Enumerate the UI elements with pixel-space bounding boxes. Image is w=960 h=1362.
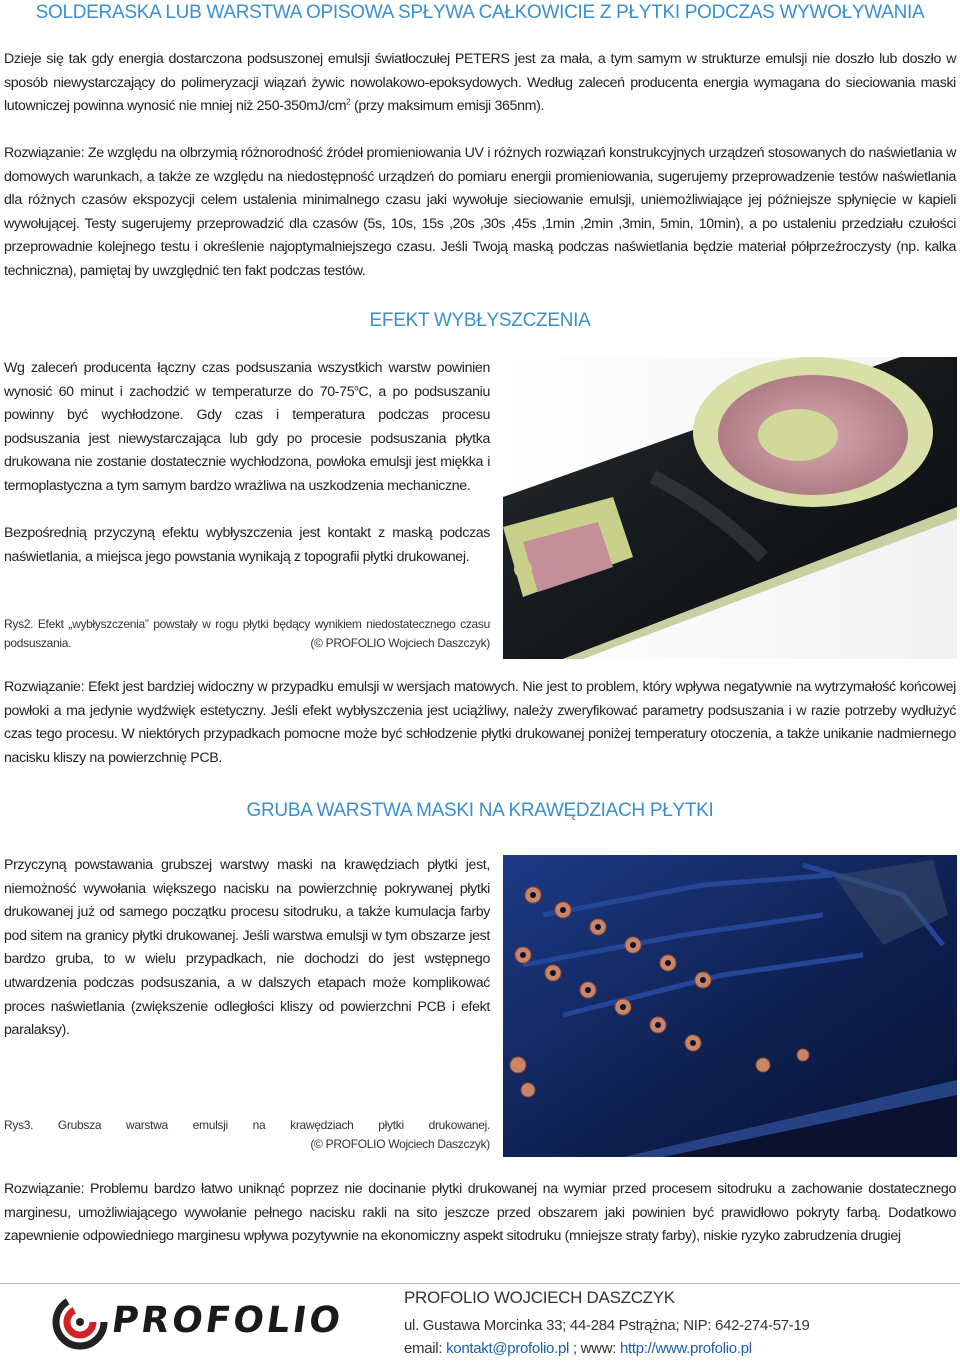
footer-company: PROFOLIO WOJCIECH DASZCZYK: [404, 1288, 675, 1307]
figure-caption-2: [4, 615, 490, 653]
www-label: ; www:: [569, 1340, 620, 1357]
paragraph-text: Wg zaleceń producenta łączny czas podsuszania wszystkich warstw powinien wynosić 60 minut i zachodzić w temperaturze do 70-75: [4, 360, 490, 400]
paragraph-text: (przy maksimum emisji 365nm).: [350, 98, 545, 115]
caption-text: Rys2. Efekt „wybłyszczenia” powstały w rogu płytki będący wynikiem niedostatecznego czasu podsuszania.: [4, 617, 490, 650]
email-label: email:: [404, 1340, 447, 1357]
caption-text: Rys3. Grubsza warstwa emulsji na krawędziach płytki drukowanej.: [4, 1118, 490, 1132]
solution-text: Efekt jest bardziej widoczny w przypadku emulsji w wersjach matowych. Nie jest to problem, który wpływa negatywnie na wytrzymałość końcowej powłoki a ma jedynie wydźwięk estetyczny. Jeśli efekt wybłyszczenia jest uciążliwy, należy zweryfikować parametry podsuszania i w razie potrzeby wydłużyć czas tego procesu. W niektórych przypadkach pomocne może być schłodzenie płytki drukowanej poniżej temperatury otoczenia, a także unikanie nadmiernego nacisku kliszy na powierzchnię PCB.: [4, 679, 956, 766]
section-title-thick-edge: GRUBA WARSTWA MASKI NA KRAWĘDZIACH PŁYTKI: [246, 800, 714, 821]
paragraph-cause-2: [4, 357, 490, 499]
paragraph-solution-1: [4, 142, 956, 284]
paragraph-direct-cause: Bezpośrednią przyczyną efektu wybłyszczenia jest kontakt z maską podczas naświetlania, a miejsca jego powstania wynikają z topografii płytki drukowanej.: [4, 525, 490, 565]
pcb-gloss-photo: [503, 357, 957, 659]
paragraph-solution-3: [4, 1178, 956, 1249]
photo-credit-3: (© PROFOLIO Wojciech Daszczyk): [310, 1137, 490, 1151]
solution-text: Ze względu na olbrzymią różnorodność źródeł promieniowania UV i różnych rozwiązań konstrukcyjnych urządzeń stosowanych do naświetlania w domowych warunkach, a także ze względu na niedostępność urządzeń do pomiaru energii promieniowania, sugerujemy przeprowadzenie testów naświetlania dla różnych czasów ekspozycji celem ustalenia minimalnego czasu jaki wywołuje sieciowanie emulsji, uniemożliwiające jej późniejsze spłynięcie w kapieli wywołującej. Testy sugerujemy przeprowadzić dla czasów (5s, 10s, 15s ,20s ,30s ,45s ,1min ,2min ,3min, 5min, 10min), a po ustaleniu przedziału czułości przeprowadnie kolejnego testu i określenie najoptymalniejszego czasu. Jeśli Twoją maską podczas naświetlania będzie materiał półprzeźroczysty (np. kalka techniczna), pamiętaj by uwzględnić ten fakt podczas testów.: [4, 145, 956, 279]
photo-credit: (© PROFOLIO Wojciech Daszczyk): [310, 636, 490, 650]
website-link[interactable]: http://www.profolio.pl: [619, 1340, 752, 1357]
logo-wordmark: PROFOLIO: [109, 1300, 346, 1341]
pcb-thick-edge-photo: [503, 855, 957, 1157]
paragraph-text: Dzieje się tak gdy energia dostarczona podsuszonej emulsji światłoczułej PETERS jest za mała, a tym samym w strukturze emulsji nie doszło lub doszło w sposób niewystarczający do polimeryzacji wiązań żywic nowolakowo-epoksydowych. Według zaleceń producenta energia wymagana do sieciowania maski lutowniczej powinna wynosić nie mniej niż 250-350mJ/cm: [4, 51, 956, 115]
solution-label: Rozwiązanie:: [4, 1181, 85, 1197]
footer-address: ul. Gustawa Morcinka 33; 44-284 Pstrążna; NIP: 642-274-57-19: [404, 1317, 810, 1334]
section-title-solder-mask: SOLDERASKA LUB WARSTWA OPISOWA SPŁYWA CAŁKOWICIE Z PŁYTKI PODCZAS WYWOŁYWANIA: [35, 2, 925, 23]
pcb-gloss-illustration: [503, 357, 957, 659]
solution-label: Rozwiązanie:: [4, 145, 85, 161]
email-link[interactable]: kontakt@profolio.pl: [446, 1340, 570, 1357]
solution-text: Problemu bardzo łatwo uniknąć poprzez nie docinanie płytki drukowanej na wymiar przed procesem sitodruku a zachowanie dostatecznego marginesu, umożliwiającego wywołanie pełnego nacisku rakli na sito jeszcze przed obszarem jaki powinien być prawidłowo pokryty farbą. Dodatkowo zapewnienie odpowiedniego marginesu wpływa pozytywnie na ekonomiczny aspekt sitodruku (mniejsze straty farby), niskie ryzyko zabrudzenia drugiej: [4, 1181, 956, 1245]
section-title-gloss-effect: EFEKT WYBŁYSZCZENIA: [369, 310, 591, 331]
paragraph-solution-2: [4, 676, 956, 770]
paragraph-cause-1: [4, 48, 956, 119]
figure-caption-3: [4, 1116, 490, 1135]
solution-label: Rozwiązanie:: [4, 679, 85, 695]
pcb-edge-illustration: [503, 855, 957, 1157]
superscript: o: [354, 382, 359, 392]
superscript: 2: [346, 97, 351, 107]
paragraph-cause-3: Przyczyną powstawania grubszej warstwy maski na krawędziach płytki jest, niemożność wywołania większego nacisku na powierzchnię pokrywanej płytki drukowanej już od samego początku procesu sitodruku, a także kumulacja farby pod sitem na granicy płytki drukowanej. Jeśli warstwa emulsji w tym obszarze jest bardzo gruba, to w wielu przypadkach, nie dochodzi do jest wstępnego utwardzenia podczas podsuszania, a w dalszych etapach może komplikować proces naświetlania (zwiększenie odległości kliszy od powierzchni PCB i efekt paralaksy).: [4, 857, 490, 1039]
profolio-logo: [50, 1292, 350, 1352]
footer-contact: [404, 1340, 752, 1357]
footer-divider: [0, 1283, 960, 1284]
paragraph-text: C, a po podsuszaniu powinny być wychłodzone. Gdy czas i temperatura podczas procesu podsuszania jest niewystarczająca lub gdy po procesie podsuszania płytka drukowana nie zostanie dostatecznie wychłodzona, powłoka emulsji jest miękka i termoplastyczna a tym samym bardzo wrażliwa na uszkodzenia mechaniczne.: [4, 383, 490, 494]
